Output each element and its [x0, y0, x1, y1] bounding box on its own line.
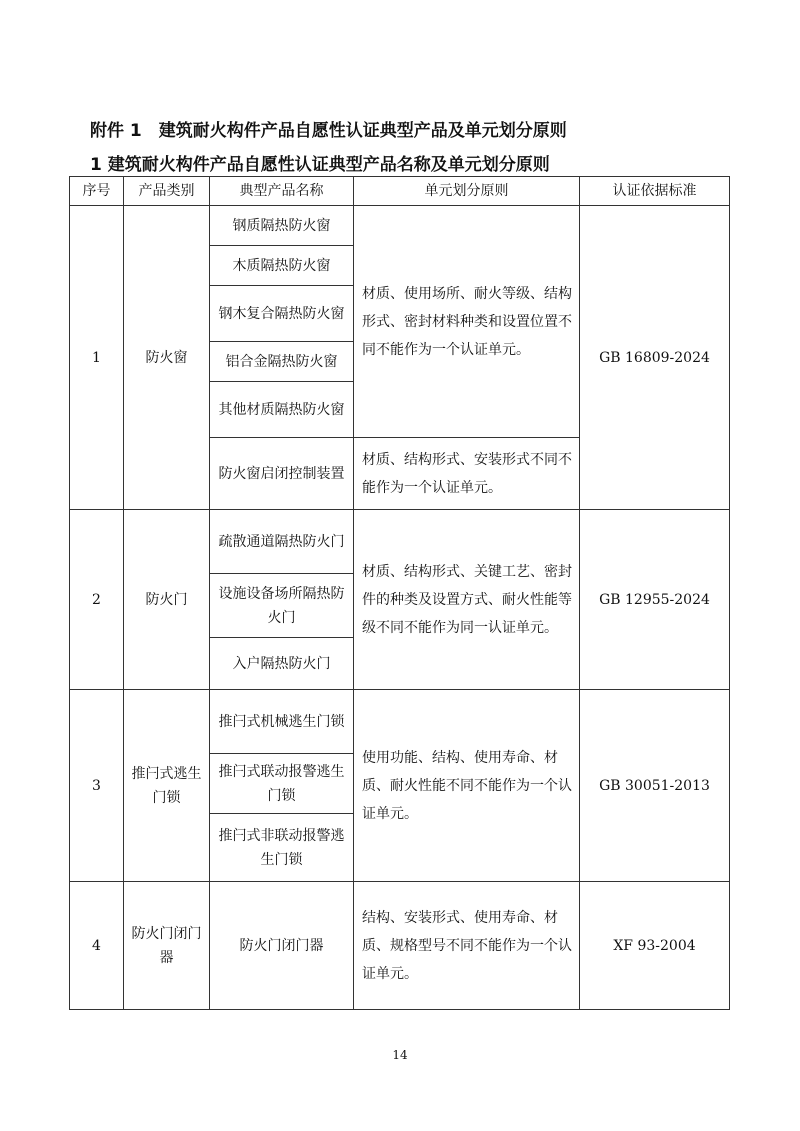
table-header-row [70, 177, 730, 206]
product-name: 防火窗启闭控制装置 [210, 438, 354, 510]
header-rule: 单元划分原则 [354, 177, 580, 206]
table-row [70, 206, 730, 246]
product-name: 钢质隔热防火窗 [210, 206, 354, 246]
product-name: 设施设备场所隔热防火门 [210, 574, 354, 638]
unit-rule: 材质、结构形式、关键工艺、密封件的种类及设置方式、耐火性能等级不同不能作为同一认证单元。 [354, 510, 580, 690]
section-heading: 1 建筑耐火构件产品自愿性认证典型产品名称及单元划分原则 [90, 155, 550, 175]
row-category: 推闩式逃生门锁 [124, 690, 210, 882]
row-no: 3 [70, 690, 124, 882]
table-row [70, 510, 730, 574]
product-name: 推闩式联动报警逃生门锁 [210, 754, 354, 814]
row-no: 1 [70, 206, 124, 510]
product-name: 钢木复合隔热防火窗 [210, 286, 354, 342]
table-row [70, 690, 730, 754]
product-name: 木质隔热防火窗 [210, 246, 354, 286]
table-row [70, 882, 730, 1010]
row-category: 防火门闭门器 [124, 882, 210, 1010]
row-standard: GB 30051-2013 [580, 690, 730, 882]
unit-rule: 结构、安装形式、使用寿命、材质、规格型号不同不能作为一个认证单元。 [354, 882, 580, 1010]
row-standard: GB 16809-2024 [580, 206, 730, 510]
attachment-heading: 附件 1 建筑耐火构件产品自愿性认证典型产品及单元划分原则 [90, 121, 567, 141]
row-no: 4 [70, 882, 124, 1010]
unit-rule: 使用功能、结构、使用寿命、材质、耐火性能不同不能作为一个认证单元。 [354, 690, 580, 882]
header-product: 典型产品名称 [210, 177, 354, 206]
product-name: 入户隔热防火门 [210, 638, 354, 690]
product-name: 铝合金隔热防火窗 [210, 342, 354, 382]
row-standard: XF 93-2004 [580, 882, 730, 1010]
header-no: 序号 [70, 177, 124, 206]
page-number: 14 [392, 1048, 408, 1062]
row-no: 2 [70, 510, 124, 690]
header-standard: 认证依据标准 [580, 177, 730, 206]
row-category: 防火门 [124, 510, 210, 690]
product-name: 防火门闭门器 [210, 882, 354, 1010]
row-category: 防火窗 [124, 206, 210, 510]
header-category: 产品类别 [124, 177, 210, 206]
product-name: 推闩式非联动报警逃生门锁 [210, 814, 354, 882]
product-name: 疏散通道隔热防火门 [210, 510, 354, 574]
unit-rule: 材质、使用场所、耐火等级、结构形式、密封材料种类和设置位置不同不能作为一个认证单元。 [354, 206, 580, 438]
unit-rule: 材质、结构形式、安装形式不同不能作为一个认证单元。 [354, 438, 580, 510]
product-name: 推闩式机械逃生门锁 [210, 690, 354, 754]
product-unit-table [69, 176, 730, 1010]
product-name: 其他材质隔热防火窗 [210, 382, 354, 438]
row-standard: GB 12955-2024 [580, 510, 730, 690]
